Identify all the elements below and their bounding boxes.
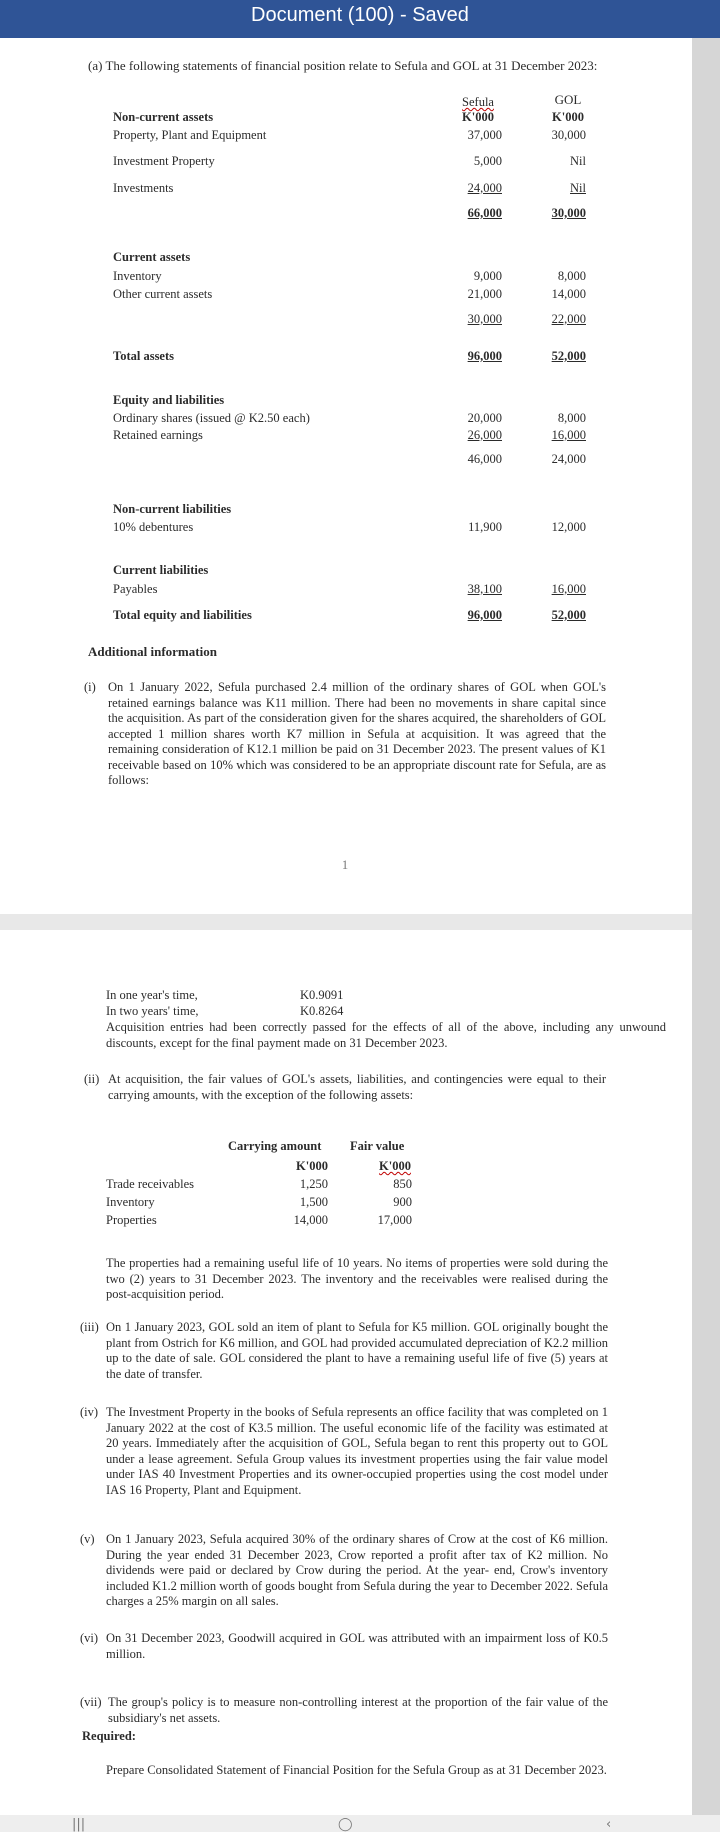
back-icon[interactable]: ‹ bbox=[606, 1817, 612, 1832]
note-i-text: On 1 January 2022, Sefula purchased 2.4 million of the ordinary shares of GOL when GOL's retained earnings balance was K11 million. There had been no movements in share capital since the acquisition. As part of the consideration given for the shares acquired, the shareholders of GOL accepted 1 million shares worth K7 million in Sefula at acquisition. It was agreed that the remaining consideration of K12.1 million be paid on 31 December 2023. The present values of K1 receivable based on 10% which was considered to be an appropriate discount rate for Sefula, are as follows: bbox=[108, 680, 606, 787]
row-payables-sefula: 38,100 bbox=[467, 582, 502, 596]
equity-total-sefula: 46,000 bbox=[467, 452, 502, 466]
required-heading: Required: bbox=[82, 1729, 136, 1743]
additional-info-heading: Additional information bbox=[88, 644, 217, 659]
section-nca: Non-current assets bbox=[113, 110, 214, 124]
pv-row-2-value: K0.8264 bbox=[300, 1004, 344, 1018]
col-header-sefula: Sefula bbox=[462, 95, 494, 109]
row-investments-sefula: 24,000 bbox=[467, 181, 502, 195]
nca-total-sefula: 66,000 bbox=[467, 206, 502, 220]
app-title-bar bbox=[0, 0, 720, 38]
section-cl: Current liabilities bbox=[113, 563, 209, 577]
pv-row-1-label: In one year's time, bbox=[106, 988, 198, 1002]
row-inventory-label: Inventory bbox=[113, 269, 162, 283]
note-vi-text: On 31 December 2023, Goodwill acquired in GOL was attributed with an impairment loss of K0.5 million. bbox=[106, 1631, 608, 1661]
row-ppe-sefula: 37,000 bbox=[467, 128, 502, 142]
row-inventory-gol: 8,000 bbox=[557, 269, 586, 283]
fv-row-1-carrying: 1,250 bbox=[299, 1177, 328, 1191]
fv-row-3-carrying: 14,000 bbox=[293, 1213, 328, 1227]
document-title: Document (100) - Saved bbox=[251, 4, 469, 26]
row-otherca-sefula: 21,000 bbox=[467, 287, 502, 301]
row-invprop-gol: Nil bbox=[570, 154, 586, 168]
unit-gol: K'000 bbox=[552, 110, 584, 124]
row-debentures-sefula: 11,900 bbox=[468, 520, 502, 534]
pv-row-2-label: In two years' time, bbox=[106, 1004, 199, 1018]
document-page-2 bbox=[0, 930, 692, 1815]
note-iii-text: On 1 January 2023, GOL sold an item of plant to Sefula for K5 million. GOL originally bought the plant from Ostrich for K6 million, and GOL had provided accumulated depreciation of K2.2 million up to the date of sale. GOL considered the plant to have a remaining useful life of five (5) years at the date of transfer. bbox=[106, 1320, 608, 1381]
fv-row-3-fair: 17,000 bbox=[377, 1213, 412, 1227]
row-ppe-gol: 30,000 bbox=[551, 128, 586, 142]
acquisition-text: Acquisition entries had been correctly passed for the effects of all of the above, including any unwound discounts, except for the final payment made on 31 December 2023. bbox=[106, 1020, 666, 1050]
note-ii-after-text: The properties had a remaining useful life of 10 years. No items of properties were sold during the two (2) years to 31 December 2023. The inventory and the receivables were realised during the post-acquisition period. bbox=[106, 1256, 608, 1301]
ca-total-gol: 22,000 bbox=[551, 312, 586, 326]
row-shares-sefula: 20,000 bbox=[467, 411, 502, 425]
note-v-text: On 1 January 2023, Sefula acquired 30% of the ordinary shares of Crow at the cost of K6 million. During the year ended 31 December 2023, Crow reported a profit after tax of K2 million. No dividends were paid or declared by Crow during the period. At the year- end, Crow's inventory included K1.2 million worth of goods bought from Sefula during the year to December 2022. Sefula charges a 25% margin on all sales. bbox=[106, 1532, 608, 1608]
note-vi-number: (vi) bbox=[80, 1631, 99, 1645]
pv-row-1-value: K0.9091 bbox=[300, 988, 344, 1002]
fv-unit-fair: K'000 bbox=[379, 1159, 411, 1173]
fv-header-carrying: Carrying amount bbox=[228, 1139, 322, 1153]
page-number: 1 bbox=[341, 858, 349, 872]
system-nav-bar bbox=[0, 1815, 720, 1832]
total-assets-sefula: 96,000 bbox=[467, 349, 502, 363]
row-invprop-label: Investment Property bbox=[113, 154, 215, 168]
recent-apps-icon[interactable]: ||| bbox=[72, 1817, 86, 1832]
section-total-assets: Total assets bbox=[113, 349, 175, 363]
fv-row-1-label: Trade receivables bbox=[106, 1177, 195, 1191]
col-header-gol: GOL bbox=[554, 92, 582, 107]
document-page-1 bbox=[0, 38, 692, 914]
fv-unit-carrying: K'000 bbox=[296, 1159, 328, 1173]
fv-header-fair: Fair value bbox=[350, 1139, 405, 1153]
row-payables-gol: 16,000 bbox=[551, 582, 586, 596]
row-ppe-label: Property, Plant and Equipment bbox=[113, 128, 267, 142]
section-total-eq-liab: Total equity and liabilities bbox=[113, 608, 252, 622]
section-ca: Current assets bbox=[113, 250, 191, 264]
total-eqliab-sefula: 96,000 bbox=[467, 608, 502, 622]
note-vii-number: (vii) bbox=[80, 1695, 102, 1709]
section-equity: Equity and liabilities bbox=[113, 393, 225, 407]
note-v-number: (v) bbox=[80, 1532, 95, 1546]
equity-total-gol: 24,000 bbox=[551, 452, 586, 466]
row-retained-gol: 16,000 bbox=[551, 428, 586, 442]
home-icon[interactable]: ◯ bbox=[338, 1817, 353, 1832]
note-i-number: (i) bbox=[84, 680, 96, 694]
row-shares-label: Ordinary shares (issued @ K2.50 each) bbox=[113, 411, 310, 425]
scrollbar-track[interactable] bbox=[692, 38, 720, 1832]
row-debentures-gol: 12,000 bbox=[551, 520, 586, 534]
fv-row-2-carrying: 1,500 bbox=[299, 1195, 328, 1209]
nca-total-gol: 30,000 bbox=[551, 206, 586, 220]
fv-row-3-label: Properties bbox=[106, 1213, 157, 1227]
row-invprop-sefula: 5,000 bbox=[473, 154, 502, 168]
intro-text: (a) The following statements of financial position relate to Sefula and GOL at 31 December 2023: bbox=[88, 58, 598, 73]
fv-row-2-label: Inventory bbox=[106, 1195, 155, 1209]
row-retained-sefula: 26,000 bbox=[467, 428, 502, 442]
total-eqliab-gol: 52,000 bbox=[551, 608, 586, 622]
note-ii-text: At acquisition, the fair values of GOL's assets, liabilities, and contingencies were equal to their carrying amounts, with the exception of the following assets: bbox=[108, 1072, 606, 1102]
note-vii-text: The group's policy is to measure non-controlling interest at the proportion of the fair value of the subsidiary's net assets. bbox=[108, 1695, 608, 1725]
total-assets-gol: 52,000 bbox=[551, 349, 586, 363]
note-iv-text: The Investment Property in the books of Sefula represents an office facility that was completed on 1 January 2022 at the cost of K3.5 million. The useful economic life of the facility was estimated at 20 years. Immediately after the acquisition of GOL, Sefula began to rent this property out to GOL under a lease agreement. Sefula Group values its investment properties using the fair value model under IAS 40 Investment Properties and its owner-occupied properties using the cost model under IAS 16 Property, Plant and Equipment. bbox=[106, 1405, 608, 1497]
row-payables-label: Payables bbox=[113, 582, 158, 596]
required-text: Prepare Consolidated Statement of Financial Position for the Sefula Group as at 31 December 2023. bbox=[106, 1763, 607, 1777]
row-debentures-label: 10% debentures bbox=[113, 520, 194, 534]
ca-total-sefula: 30,000 bbox=[467, 312, 502, 326]
note-iii-number: (iii) bbox=[80, 1320, 99, 1334]
row-investments-label: Investments bbox=[113, 181, 174, 195]
note-ii-number: (ii) bbox=[84, 1072, 100, 1086]
row-shares-gol: 8,000 bbox=[557, 411, 586, 425]
row-otherca-label: Other current assets bbox=[113, 287, 213, 301]
fv-row-1-fair: 850 bbox=[393, 1177, 412, 1191]
row-otherca-gol: 14,000 bbox=[551, 287, 586, 301]
unit-sefula: K'000 bbox=[462, 110, 494, 124]
section-ncl: Non-current liabilities bbox=[113, 502, 232, 516]
fv-row-2-fair: 900 bbox=[393, 1195, 412, 1209]
note-iv-number: (iv) bbox=[80, 1405, 99, 1419]
row-inventory-sefula: 9,000 bbox=[473, 269, 502, 283]
row-retained-label: Retained earnings bbox=[113, 428, 203, 442]
row-investments-gol: Nil bbox=[570, 181, 586, 195]
